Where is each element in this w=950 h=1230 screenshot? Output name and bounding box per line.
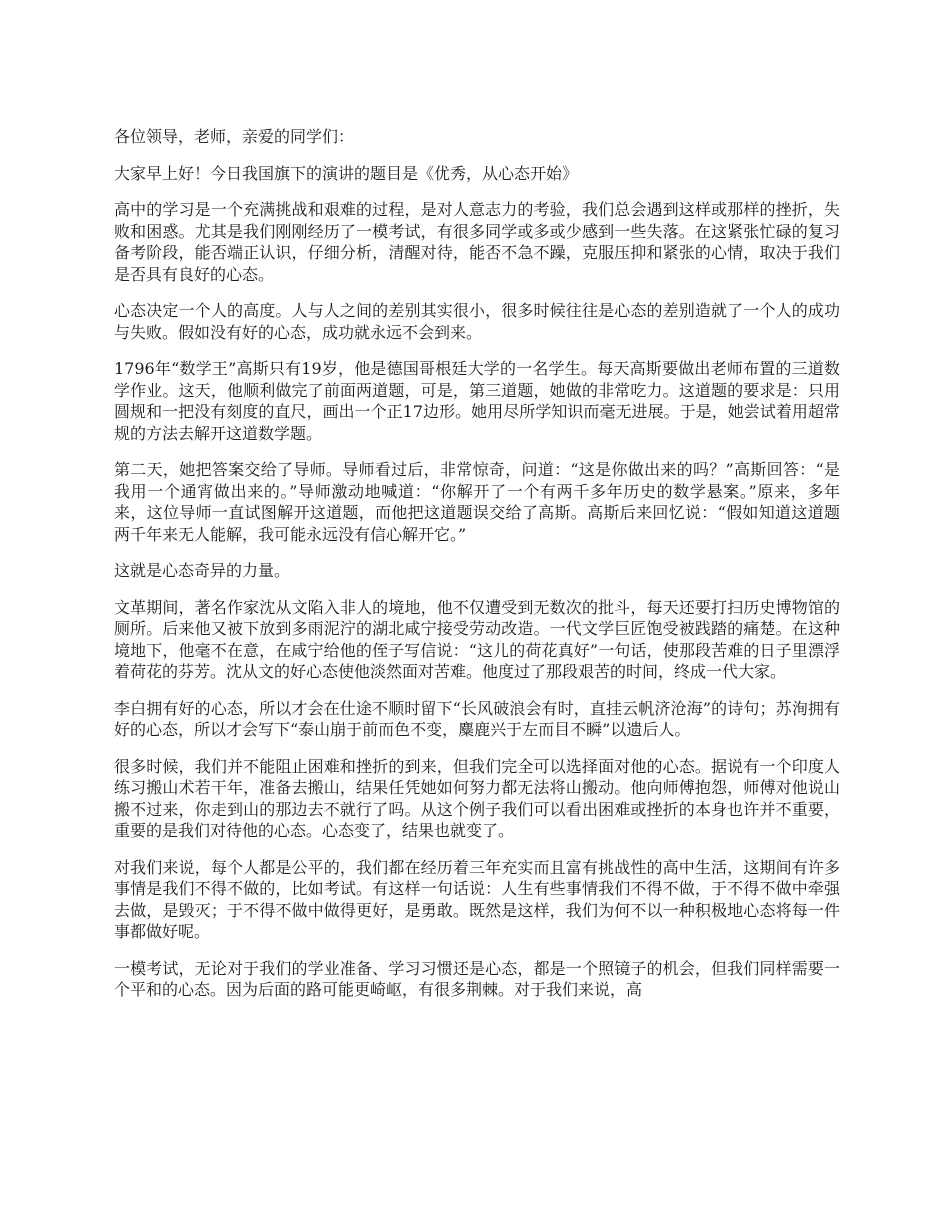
body-paragraph: 很多时候，我们并不能阻止困难和挫折的到来，但我们完全可以选择面对他的心态。据说有一个印度人练习搬山术若干年，准备去搬山，结果任凭她如何努力都无法将山搬动。他向师傅抱怨，师傅对他说山搬不过来，你走到山的那边去不就行了吗。从这个例子我们可以看出困难或挫折的本身也许并不重要，重要的是我们对待他的心态。心态变了，结果也就变了。 — [114, 756, 840, 840]
body-paragraph: 对我们来说，每个人都是公平的，我们都在经历着三年充实而且富有挑战性的高中生活，这期间有许多事情是我们不得不做的，比如考试。有这样一句话说：人生有些事情我们不得不做，于不得不做中牵强去做，是毁灭；于不得不做中做得更好，是勇敢。既然是这样，我们为何不以一种积极地心态将每一件事都做好呢。 — [114, 857, 840, 941]
salutation: 各位领导，老师，亲爱的同学们： — [114, 127, 355, 146]
body-paragraph: 这就是心态奇异的力量。 — [114, 561, 291, 580]
greeting-paragraph: 大家早上好！今日我国旗下的演讲的题目是《优秀，从心态开始》 — [114, 163, 579, 183]
body-paragraph: 一模考试，无论对于我们的学业准备、学习习惯还是心态，都是一个照镜子的机会，但我们同样需要一个平和的心态。因为后面的路可能更崎岖，有很多荆棘。对于我们来说，高 — [114, 958, 840, 999]
body-paragraph: 高中的学习是一个充满挑战和艰难的过程，是对人意志力的考验，我们总会遇到这样或那样的挫折，失败和困惑。尤其是我们刚刚经历了一模考试，有很多同学或多或少感到一些失落。在这紧张忙碌的复习备考阶段，能否端正认识，仔细分析，清醒对待，能否不急不躁，克服压抑和紧张的心情，取决于我们是否具有良好的心态。 — [114, 200, 840, 284]
document-body — [114, 126, 840, 1016]
body-paragraph: 第二天，她把答案交给了导师。导师看过后，非常惊奇，问道：“这是你做出来的吗？”高斯回答：“是我用一个通宵做出来的。”导师激动地喊道：“你解开了一个有两千多年历史的数学悬案。”原来，多年来，这位导师一直试图解开这道题，而他把这道题误交给了高斯。高斯后来回忆说：“假如知道这道题两千年来无人能解，我可能永远没有信心解开它。” — [114, 460, 840, 544]
body-paragraph: 心态决定一个人的高度。人与人之间的差别其实很小，很多时候往往是心态的差别造就了一个人的成功与失败。假如没有好的心态，成功就永远不会到来。 — [114, 301, 840, 342]
body-paragraph: 文革期间，著名作家沈从文陷入非人的境地，他不仅遭受到无数次的批斗，每天还要打扫历史博物馆的厕所。后来他又被下放到多雨泥泞的湖北咸宁接受劳动改造。一代文学巨匠饱受被践踏的痛楚。在这种境地下，他毫不在意，在咸宁给他的侄子写信说：“这儿的荷花真好”一句话，使那段苦难的日子里漂浮着荷花的芬芳。沈从文的好心态使他淡然面对苦难。他度过了那段艰苦的时间，终成一代大家。 — [114, 597, 840, 681]
body-paragraph: 李白拥有好的心态，所以才会在仕途不顺时留下“长风破浪会有时，直挂云帆济沧海”的诗句；苏洵拥有好的心态，所以才会写下“泰山崩于前而色不变，麋鹿兴于左而目不瞬”以遗后人。 — [114, 698, 840, 739]
body-paragraph: 1796年“数学王”高斯只有19岁，他是德国哥根廷大学的一名学生。每天高斯要做出老师布置的三道数学作业。这天，他顺利做完了前面两道题，可是，第三道题，她做的非常吃力。这道题的要求是：只用圆规和一把没有刻度的直尺，画出一个正17边形。她用尽所学知识而毫无进展。于是，她尝试着用超常规的方法去解开这道数学题。 — [114, 359, 840, 443]
